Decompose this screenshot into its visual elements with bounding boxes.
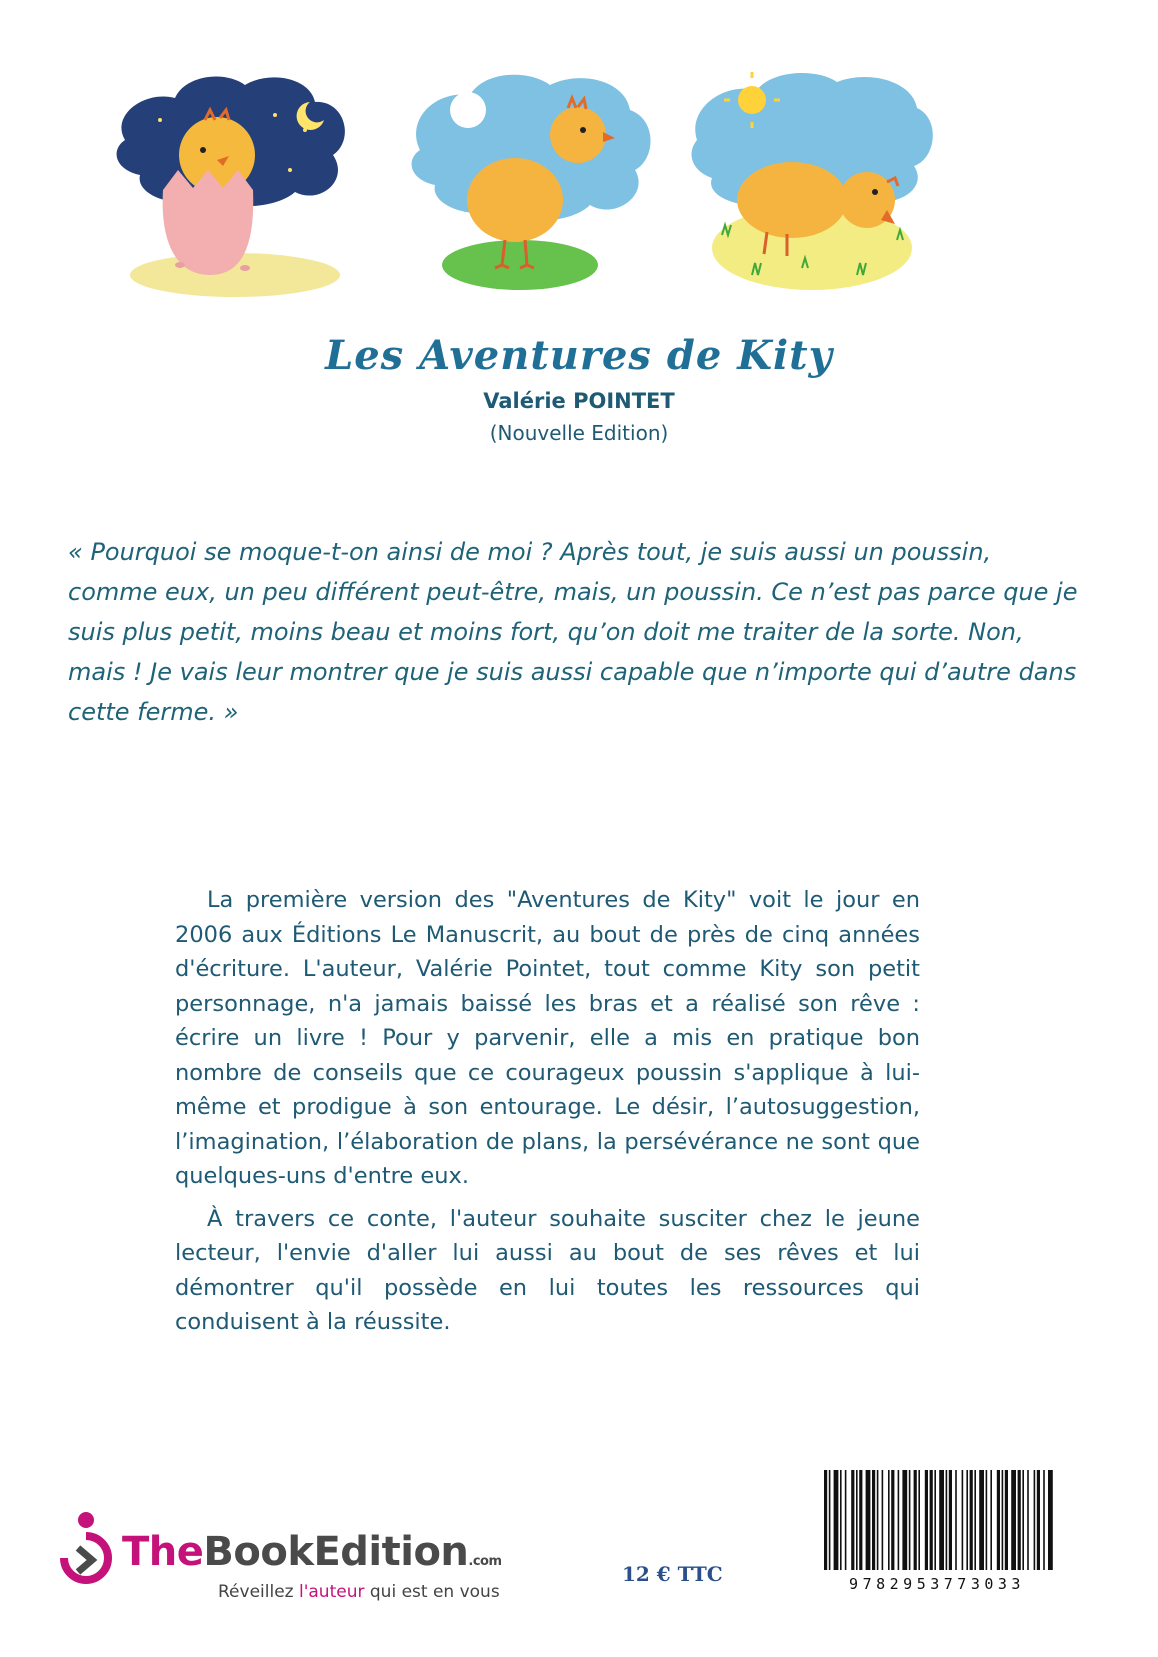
barcode-bar xyxy=(970,1470,973,1570)
book-title: Les Aventures de Kity xyxy=(325,332,833,379)
barcode-bar xyxy=(829,1470,831,1570)
barcode-bar xyxy=(914,1470,917,1570)
barcode-bar xyxy=(834,1470,839,1570)
barcode-bar xyxy=(979,1470,984,1570)
barcode-bar xyxy=(930,1470,933,1570)
barcode-bar xyxy=(891,1470,894,1570)
barcode-bar xyxy=(986,1470,988,1570)
tagline-pre: Réveillez xyxy=(218,1582,299,1602)
barcode-bar xyxy=(1043,1470,1045,1570)
barcode-bar xyxy=(1048,1470,1053,1570)
barcode-bar xyxy=(898,1470,900,1570)
barcode-bar xyxy=(859,1470,862,1570)
barcode-bar xyxy=(851,1470,854,1570)
barcode-bar xyxy=(888,1470,890,1570)
barcode-bar xyxy=(955,1470,957,1570)
barcode-bar xyxy=(909,1470,911,1570)
book-edition: (Nouvelle Edition) xyxy=(489,421,669,445)
barcode-bar xyxy=(856,1470,858,1570)
barcode-bar xyxy=(934,1470,936,1570)
barcode-bar xyxy=(1018,1470,1021,1570)
brand-name: BookEdition xyxy=(203,1529,469,1575)
barcode-bar xyxy=(1027,1470,1029,1570)
barcode-bar xyxy=(1005,1470,1008,1570)
barcode-bar xyxy=(949,1470,952,1570)
brand-the: The xyxy=(122,1529,204,1575)
barcode-bar xyxy=(882,1470,884,1570)
tagline-emph: l'auteur xyxy=(298,1582,365,1602)
price-label: 12 € TTC xyxy=(622,1562,723,1586)
person-circle-arrow-icon xyxy=(52,1508,118,1592)
barcode-bar xyxy=(1022,1470,1024,1570)
barcode-bar xyxy=(840,1470,842,1570)
publisher-tagline xyxy=(218,1582,500,1602)
tagline-post: qui est en vous xyxy=(364,1582,500,1602)
barcode-bar xyxy=(1034,1470,1036,1570)
book-summary xyxy=(175,883,920,1348)
barcode-bar xyxy=(877,1470,879,1570)
book-author: Valérie POINTET xyxy=(483,389,675,413)
barcode-bar xyxy=(925,1470,928,1570)
barcode-bar xyxy=(866,1470,871,1570)
publisher-brand xyxy=(122,1529,502,1575)
barcode-bar xyxy=(872,1470,875,1570)
barcode-icon xyxy=(818,1470,1056,1575)
summary-paragraph: À travers ce conte, l'auteur souhaite susciter chez le jeune lecteur, l'envie d'aller lui aussi au bout de ses rêves et lui démontrer qu'il possède en lui toutes les ressources qui conduisent à la réussite. xyxy=(175,1205,920,1335)
barcode-bar xyxy=(845,1470,847,1570)
barcode-bar xyxy=(902,1470,907,1570)
barcode-bar xyxy=(990,1470,992,1570)
brand-suffix: .com xyxy=(468,1554,502,1569)
barcode-bar xyxy=(946,1470,948,1570)
barcode-bar xyxy=(824,1470,827,1570)
barcode-bar xyxy=(918,1470,920,1570)
night-hatching-chick-illustration xyxy=(105,70,365,320)
barcode-bar xyxy=(997,1470,1000,1570)
barcode-bar xyxy=(939,1470,944,1570)
barcode-bar xyxy=(1011,1470,1016,1570)
barcode-bar xyxy=(1037,1470,1040,1570)
barcode-bar xyxy=(962,1470,964,1570)
summary-paragraph: La première version des "Aventures de Kity" voit le jour en 2006 aux Éditions Le Manuscrit, au bout de près de cinq années d'écriture. L'auteur, Valérie Pointet, tout comme Kity son petit personnage, n'a jamais baissé les bras et a réalisé son rêve : écrire un livre ! Pour y parvenir, elle a mis en pratique bon nombre de conseils que ce courageux poussin s'applique à lui-même et prodigue à son entourage. Le désir, l’autosuggestion, l’imagination, l’élaboration de plans, la persévérance ne sont que quelques-uns d'entre eux. xyxy=(175,887,920,1189)
back-cover-quote: « Pourquoi se moque-t-on ainsi de moi ? Après tout, je suis aussi un poussin, comme eux, un peu différent peut-être, mais, un poussin. Ce n’est pas parce que je suis plus petit, moins beau et moins fort, qu’on doit me traiter de la sorte. Non, mais ! Je vais leur montrer que je suis aussi capable que n’importe qui d’autre dans cette ferme. » xyxy=(68,538,1078,726)
barcode-digits: 9782953773033 xyxy=(849,1575,1025,1593)
barcode-bar xyxy=(974,1470,976,1570)
barcode-bar xyxy=(1002,1470,1004,1570)
standing-chick-illustration xyxy=(400,70,660,320)
pecking-chick-illustration xyxy=(682,70,942,320)
barcode-bar xyxy=(966,1470,968,1570)
